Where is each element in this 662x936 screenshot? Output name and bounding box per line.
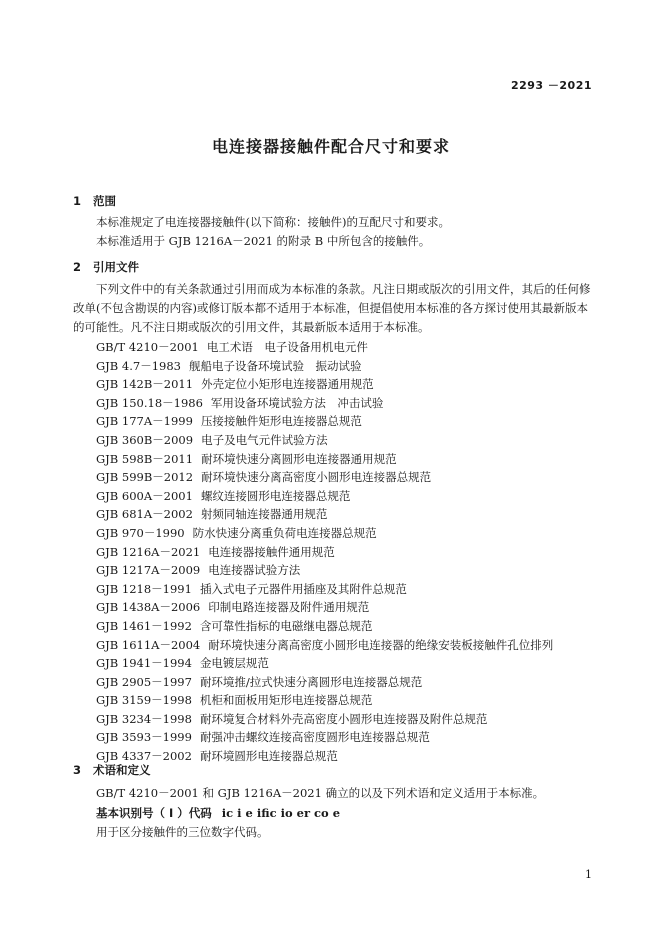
- reference-item: [96, 505, 553, 524]
- reference-item: [96, 747, 553, 766]
- reference-title: 耐环境圆形电连接器总规范: [199, 749, 338, 764]
- reference-code: GJB 1941－1994: [96, 656, 192, 671]
- reference-code: GJB 1217A－2009: [96, 563, 201, 578]
- reference-code: GJB 4.7－1983: [96, 358, 181, 373]
- reference-title: 压接接触件矩形电连接器总规范: [200, 414, 362, 429]
- reference-code: GJB 681A－2002: [96, 507, 193, 522]
- reference-code: GJB 360B－2009: [96, 432, 194, 447]
- reference-code: GJB 3234－1998: [96, 711, 192, 726]
- reference-code: GJB 1218－1991: [96, 581, 192, 596]
- term-entry: [96, 805, 340, 821]
- reference-code: GJB 1611A－2004: [96, 637, 201, 652]
- reference-title: 电子及电气元件试验方法: [201, 432, 328, 447]
- reference-code: GJB 970－1990: [96, 525, 185, 540]
- reference-item: [96, 375, 553, 394]
- reference-code: GJB 4337－2002: [96, 749, 192, 764]
- reference-title: 机柜和面板用矩形电连接器总规范: [199, 693, 373, 708]
- reference-title: 电工术语 电子设备用机电元件: [206, 340, 368, 354]
- reference-code: GJB 599B－2012: [96, 470, 194, 485]
- reference-item: [96, 580, 553, 599]
- reference-title: 耐环境快速分离高密度小圆形电连接器总规范: [201, 470, 432, 485]
- reference-title: 耐强冲击螺纹连接高密度圆形电连接器总规范: [199, 730, 430, 745]
- reference-item: [96, 636, 553, 655]
- reference-item: [96, 468, 553, 487]
- section-1-title: 范围: [93, 194, 116, 208]
- section-3-number: 3: [73, 763, 82, 777]
- section-1-heading: [73, 193, 116, 209]
- section-1-number: 1: [73, 194, 82, 208]
- reference-item: [96, 431, 553, 450]
- page-title: 电连接器接触件配合尺寸和要求: [211, 137, 450, 156]
- reference-item: [96, 394, 553, 413]
- reference-title: 印制电路连接器及附件通用规范: [208, 600, 370, 615]
- reference-title: 军用设备环境试验方法 冲击试验: [210, 395, 384, 410]
- section-2-intro: [73, 280, 593, 337]
- reference-item: [96, 728, 553, 747]
- reference-title: 电连接器接触件通用规范: [208, 544, 335, 559]
- reference-code: GJB 1461－1992: [96, 618, 192, 633]
- reference-code: GJB 150.18－1986: [96, 395, 203, 410]
- reference-code: GJB 177A－1999: [96, 414, 193, 429]
- reference-item: [96, 654, 553, 673]
- term-definition: 用于区分接触件的三位数字代码。: [96, 825, 269, 839]
- reference-title: 含可靠性指标的电磁继电器总规范: [199, 618, 373, 633]
- section-3-heading: [73, 762, 151, 778]
- reference-title: 插入式电子元器件用插座及其附件总规范: [199, 581, 407, 596]
- reference-title: 舰船电子设备环境试验 振动试验: [188, 358, 362, 373]
- term-chinese: 基本识别号（ I ）代码: [96, 806, 212, 820]
- page-number: 1: [585, 868, 592, 881]
- reference-code: GJB 598B－2011: [96, 451, 194, 466]
- reference-code: GB/T 4210－2001: [96, 340, 199, 354]
- reference-item: [96, 450, 553, 469]
- reference-item: [96, 673, 553, 692]
- reference-title: 耐环境快速分离高密度小圆形电连接器的绝缘安装板接触件孔位排列: [208, 637, 554, 652]
- reference-title: 外壳定位小矩形电连接器通用规范: [201, 377, 374, 392]
- reference-item: [96, 338, 553, 357]
- reference-title: 耐环境推/拉式快速分离圆形电连接器总规范: [199, 674, 423, 689]
- reference-title: 耐环境复合材料外壳高密度小圆形电连接器及附件总规范: [199, 711, 488, 726]
- reference-item: [96, 543, 553, 562]
- reference-item: [96, 524, 553, 543]
- reference-item: [96, 487, 553, 506]
- reference-code: GJB 142B－2011: [96, 377, 194, 392]
- reference-item: [96, 412, 553, 431]
- reference-title: 耐环境快速分离圆形电连接器通用规范: [201, 451, 397, 466]
- section-1-line-1: 本标准规定了电连接器接触件(以下简称：接触件)的互配尺寸和要求。: [96, 215, 450, 229]
- reference-item: [96, 357, 553, 376]
- section-2-intro-text: 下列文件中的有关条款通过引用而成为本标准的条款。凡注日期或版次的引用文件，其后的任何修改单(不包含勘误的内容)或修订版本都不适用于本标准，但提倡使用本标准的各方探讨使用其最新版本的可能性。凡不注日期或版次的引用文件，其最新版本适用于本标准。: [73, 282, 591, 334]
- reference-code: GJB 1216A－2021: [96, 544, 201, 559]
- reference-code: GJB 2905－1997: [96, 674, 192, 689]
- reference-item: [96, 710, 553, 729]
- reference-title: 金电镀层规范: [199, 656, 269, 671]
- reference-title: 防水快速分离重负荷电连接器总规范: [192, 525, 377, 540]
- reference-code: GJB 3593－1999: [96, 730, 192, 745]
- reference-item: [96, 561, 553, 580]
- reference-title: 电连接器试验方法: [208, 563, 301, 578]
- reference-code: GJB 3159－1998: [96, 693, 192, 708]
- reference-list: [96, 338, 553, 766]
- reference-code: GJB 600A－2001: [96, 488, 193, 503]
- section-3-title: 术语和定义: [93, 763, 151, 777]
- section-2-title: 引用文件: [93, 260, 139, 274]
- section-2-heading: [73, 259, 139, 275]
- section-2-number: 2: [73, 260, 82, 274]
- reference-item: [96, 617, 553, 636]
- document-code: 2293 －2021: [510, 79, 592, 92]
- reference-item: [96, 598, 553, 617]
- reference-item: [96, 691, 553, 710]
- section-1-line-2: 本标准适用于 GJB 1216A－2021 的附录 B 中所包含的接触件。: [96, 234, 431, 248]
- section-3-intro: GB/T 4210－2001 和 GJB 1216A－2021 确立的以及下列术语和定义适用于本标准。: [96, 786, 545, 800]
- reference-title: 螺纹连接圆形电连接器总规范: [200, 488, 351, 503]
- term-english: ic i e ific io er co e: [221, 806, 341, 820]
- reference-title: 射频同轴连接器通用规范: [200, 507, 328, 522]
- reference-code: GJB 1438A－2006: [96, 600, 201, 615]
